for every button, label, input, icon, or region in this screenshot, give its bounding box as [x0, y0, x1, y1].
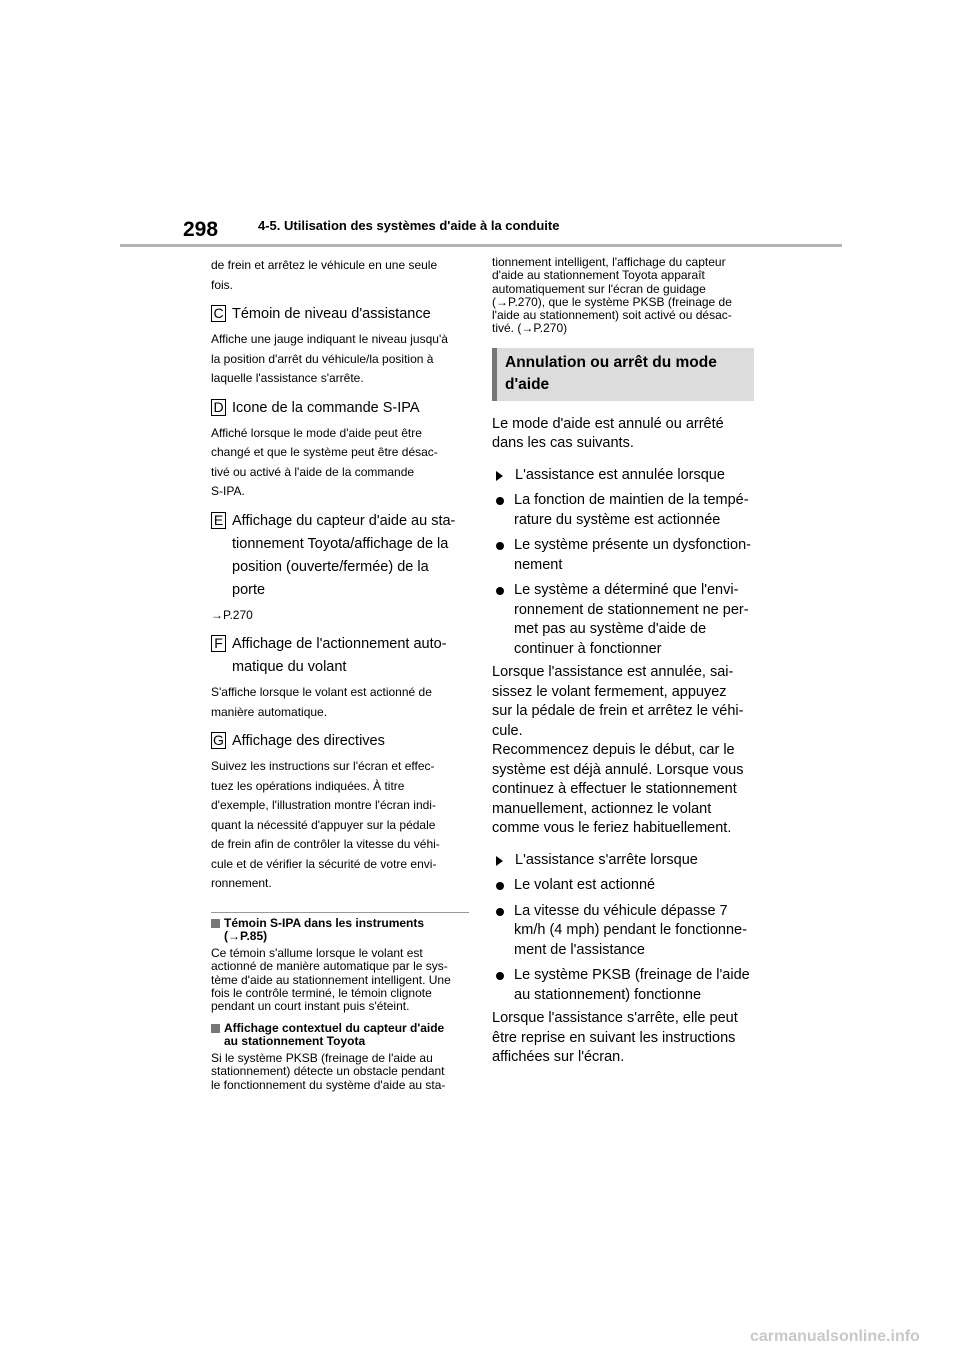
item-g-desc: ronnement. [211, 876, 272, 890]
stop-heading [492, 851, 754, 871]
note-text: pendant un court instant puis s'éteint. [211, 999, 410, 1014]
triangle-bullet-icon [496, 856, 503, 866]
item-d-desc: Affiché lorsque le mode d'aide peut être [211, 425, 422, 440]
note-popup-heading [211, 1022, 469, 1049]
cancel-text: cule. [492, 722, 523, 739]
stop-text: être reprise en suivant les instructions [492, 1029, 736, 1046]
item-e-title-line: tionnement Toyota/affichage de la [232, 535, 449, 552]
stop-heading-text: L'assistance s'arrête lorsque [515, 851, 698, 868]
letter-f-badge: F [211, 635, 226, 652]
cancel-text: Recommencez depuis le début, car le [492, 742, 735, 759]
letter-e-badge: E [211, 512, 226, 529]
bullet-dot-icon [496, 882, 504, 890]
list-item: Le système PKSB (freinage de l'aide au stationnement) fonctionne [492, 966, 754, 1005]
cancel-text: système est déjà annulé. Lorsque vous [492, 761, 744, 778]
note-heading-line: au stationnement Toyota [224, 1033, 366, 1048]
bullet-dot-icon [496, 587, 504, 595]
item-g-desc: de frein afin de contrôler la vitesse du véhi- [211, 837, 440, 851]
item-g-desc: cule et de vérifier la sécurité de votre envi- [211, 856, 437, 871]
continued-text: (→P.270), que le système PKSB (freinage de [492, 294, 732, 309]
list-item: Le système présente un dysfonction- nement [492, 536, 754, 575]
section-heading-line: d'aide [505, 375, 550, 393]
item-d-title: Icone de la commande S-IPA [232, 399, 420, 416]
letter-d-badge: D [211, 399, 226, 416]
intro-line: de frein et arrêtez le véhicule en une seule [211, 258, 438, 272]
item-f-title-line: Affichage de l'actionnement auto- [232, 636, 447, 652]
note-text: tème d'aide au stationnement intelligent. Une [211, 972, 451, 987]
bullet-dot-icon [496, 542, 504, 550]
section-heading [505, 352, 746, 396]
item-d [211, 397, 469, 420]
item-g-desc: Suivez les instructions sur l'écran et effec- [211, 759, 435, 773]
left-column [211, 256, 469, 1092]
continued-text: tionnement intelligent, l'affichage du capteur [492, 255, 726, 269]
item-f-title [232, 633, 447, 679]
triangle-bullet-icon [496, 471, 503, 481]
item-e [211, 510, 469, 602]
continued-text: l'aide au stationnement) soit activé ou désac- [492, 308, 732, 323]
cancel-heading [492, 466, 754, 486]
letter-c-badge: C [211, 305, 226, 322]
cancel-text: manuellement, actionnez le volant [492, 800, 712, 817]
item-c [211, 303, 469, 326]
page-number: 298 [183, 218, 219, 241]
item-c-desc: la position d'arrêt du véhicule/la position à [211, 351, 434, 366]
intro-line: fois. [211, 277, 234, 292]
item-g [211, 730, 469, 753]
item-c-desc: laquelle l'assistance s'arrête. [211, 371, 364, 385]
square-bullet-icon [211, 919, 220, 928]
letter-g-badge: G [211, 732, 226, 749]
section-heading-box [492, 348, 754, 401]
bullet-dot-icon [496, 497, 504, 505]
note-text: actionné de manière automatique par le sys- [211, 959, 448, 974]
list-item: Le système a déterminé que l'envi- ronnement de stationnement ne per- met pas au système d'aide de continuer à fonctionner [492, 581, 754, 659]
item-g-desc: tuez les opérations indiquées. À titre [211, 778, 405, 793]
note-text: Ce témoin s'allume lorsque le volant est [211, 946, 423, 961]
section-heading-line: Annulation ou arrêt du mode [505, 353, 717, 371]
chapter-title: 4-5. Utilisation des systèmes d'aide à la conduite [258, 218, 560, 233]
item-f [211, 633, 469, 679]
lead-text: dans les cas suivants. [492, 435, 634, 452]
item-g-desc: d'exemple, l'illustration montre l'écran indi- [211, 798, 436, 812]
list-item: La vitesse du véhicule dépasse 7 km/h (4 mph) pendant le fonctionne- ment de l'assistance [492, 902, 754, 961]
note-text: fois le contrôle terminé, le témoin clignote [211, 985, 432, 1000]
note-s-ipa-heading [211, 917, 469, 944]
item-f-title-line: matique du volant [232, 659, 347, 675]
cancel-text: comme vous le feriez habituellement. [492, 820, 732, 837]
header-rule [120, 244, 842, 247]
continued-text: tivé. (→P.270) [492, 321, 568, 336]
continued-text: d'aide au stationnement Toyota apparaît [492, 268, 705, 283]
list-item: La fonction de maintien de la tempé- rature du système est actionnée [492, 491, 754, 530]
item-e-title-line: porte [232, 581, 266, 598]
watermark: carmanualsonline.info [750, 1328, 920, 1345]
item-c-title: Témoin de niveau d'assistance [232, 306, 431, 322]
item-f-desc: S'affiche lorsque le volant est actionné de [211, 685, 432, 699]
cancel-heading-text: L'assistance est annulée lorsque [515, 466, 725, 483]
item-e-title [232, 510, 455, 602]
notes-divider [211, 912, 469, 913]
item-d-desc: S-IPA. [211, 484, 245, 498]
bullet-dot-icon [496, 972, 504, 980]
item-g-title: Affichage des directives [232, 733, 385, 749]
cancel-text: Lorsque l'assistance est annulée, sai- [492, 664, 734, 681]
stop-text: Lorsque l'assistance s'arrête, elle peut [492, 1010, 738, 1027]
item-d-desc: tivé ou activé à l'aide de la commande [211, 464, 415, 479]
note-text: le fonctionnement du système d'aide au sta- [211, 1077, 446, 1092]
continued-text: automatiquement sur l'écran de guidage [492, 281, 706, 296]
item-e-title-line: position (ouverte/fermée) de la [232, 558, 429, 575]
right-column [492, 256, 754, 1068]
item-c-desc: Affiche une jauge indiquant le niveau jusqu'à [211, 332, 448, 346]
square-bullet-icon [211, 1024, 220, 1033]
lead-text: Le mode d'aide est annulé ou arrêté [492, 415, 724, 432]
item-f-desc: manière automatique. [211, 704, 328, 719]
cancel-text: sur la pédale de frein et arrêtez le véhi- [492, 703, 744, 720]
item-d-desc: changé et que le système peut être désac- [211, 445, 438, 459]
cancel-text: continuez à effectuer le stationnement [492, 781, 737, 798]
section-heading-bar [492, 348, 497, 401]
note-heading-line: Témoin S-IPA dans les instruments [224, 915, 425, 930]
stop-text: affichées sur l'écran. [492, 1049, 625, 1066]
note-text: stationnement) détecte un obstacle pendant [211, 1064, 445, 1079]
note-text: Si le système PKSB (freinage de l'aide au [211, 1051, 433, 1066]
bullet-dot-icon [496, 908, 504, 916]
item-e-page-ref[interactable]: →P.270 [211, 607, 253, 622]
item-e-title-line: Affichage du capteur d'aide au sta- [232, 512, 456, 529]
cancel-text: sissez le volant fermement, appuyez [492, 683, 727, 700]
note-heading-line: Affichage contextuel du capteur d'aide [224, 1020, 445, 1035]
item-g-desc: quant la nécessité d'appuyer sur la pédale [211, 817, 436, 832]
list-item: Le volant est actionné [492, 876, 754, 896]
note-heading-line: (→P.85) [224, 928, 268, 943]
